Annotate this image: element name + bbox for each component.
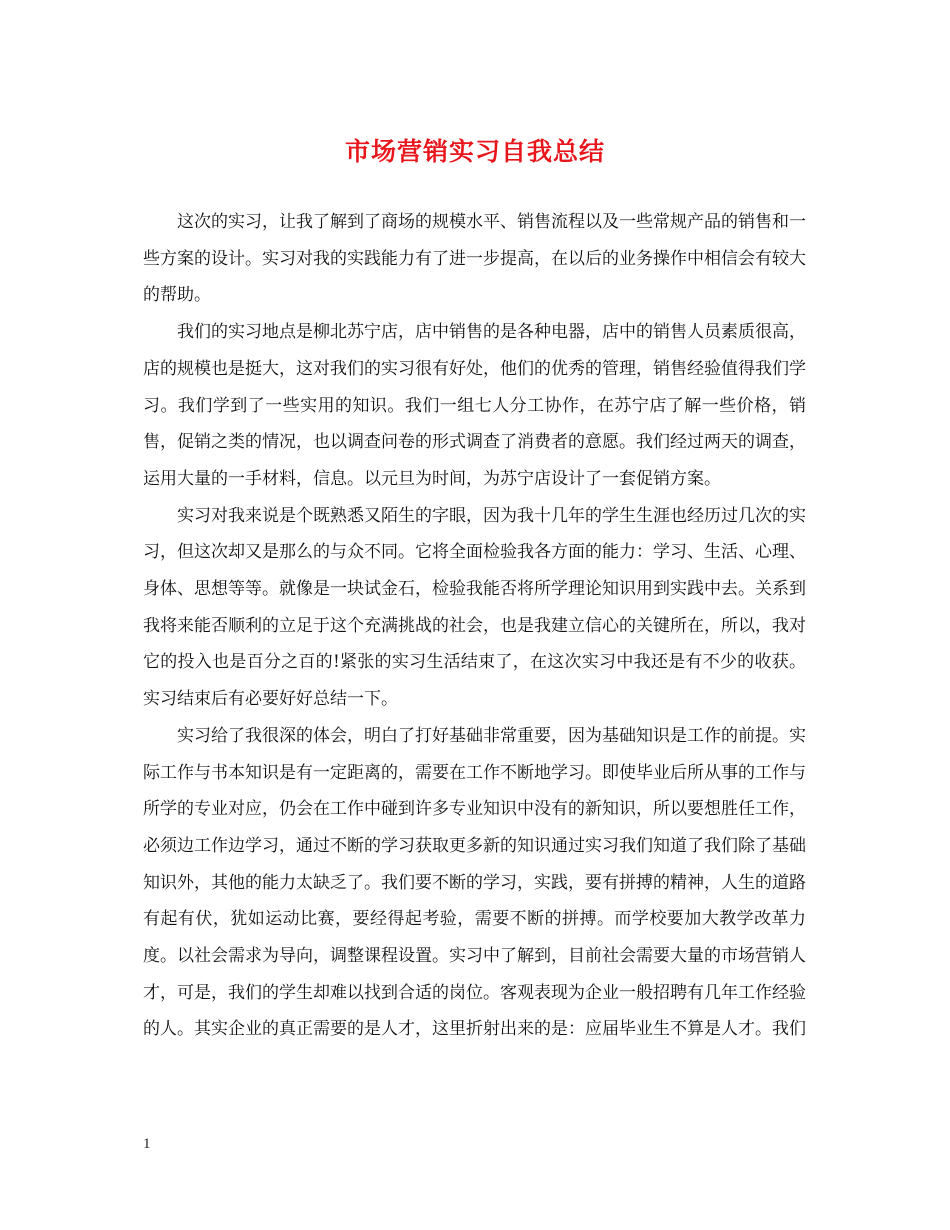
document-title: 市场营销实习自我总结 — [344, 137, 605, 166]
paragraph-2: 我们的实习地点是柳北苏宁店，店中销售的是各种电器，店中的销售人员素质很高，店的规模也是挺大，这对我们的实习很有好处，他们的优秀的管理，销售经验值得我们学习。我们学到了一些实用的知识。我们一组七人分工协作，在苏宁店了解一些价格，销售，促销之类的情况，也以调查问卷的形式调查了消费者的意愿。我们经过两天的调查，运用大量的一手材料，信息。以元旦为时间，为苏宁店设计了一套促销方案。 — [143, 322, 806, 489]
paragraph-1: 这次的实习，让我了解到了商场的规模水平、销售流程以及一些常规产品的销售和一些方案的设计。实习对我的实践能力有了进一步提高，在以后的业务操作中相信会有较大的帮助。 — [143, 212, 806, 306]
document-body — [143, 204, 806, 1048]
paragraph-4: 实习给了我很深的体会，明白了打好基础非常重要，因为基础知识是工作的前提。实际工作与书本知识是有一定距离的，需要在工作不断地学习。即使毕业后所从事的工作与所学的专业对应，仍会在工作中碰到许多专业知识中没有的新知识，所以要想胜任工作，必须边工作边学习，通过不断的学习获取更多新的知识通过实习我们知道了我们除了基础知识外，其他的能力太缺乏了。我们要不断的学习，实践，要有拼搏的精神，人生的道路有起有伏，犹如运动比赛，要经得起考验，需要不断的拼搏。而学校要加大教学改革力度。以社会需求为导向，调整课程设置。实习中了解到，目前社会需要大量的市场营销人才，可是，我们的学生却难以找到合适的岗位。客观表现为企业一般招聘有几年工作经验的人。其实企业的真正需要的是人才，这里折射出来的是：应届毕业生不算是人才。我们 — [143, 725, 806, 1040]
page-number: 1 — [143, 1136, 151, 1152]
paragraph-3: 实习对我来说是个既熟悉又陌生的字眼，因为我十几年的学生生涯也经历过几次的实习，但这次却又是那么的与众不同。它将全面检验我各方面的能力：学习、生活、心理、身体、思想等等。就像是一块试金石，检验我能否将所学理论知识用到实践中去。关系到我将来能否顺利的立足于这个充满挑战的社会，也是我建立信心的关键所在，所以，我对它的投入也是百分之百的!紧张的实习生活结束了，在这次实习中我还是有不少的收获。实习结束后有必要好好总结一下。 — [143, 505, 806, 710]
